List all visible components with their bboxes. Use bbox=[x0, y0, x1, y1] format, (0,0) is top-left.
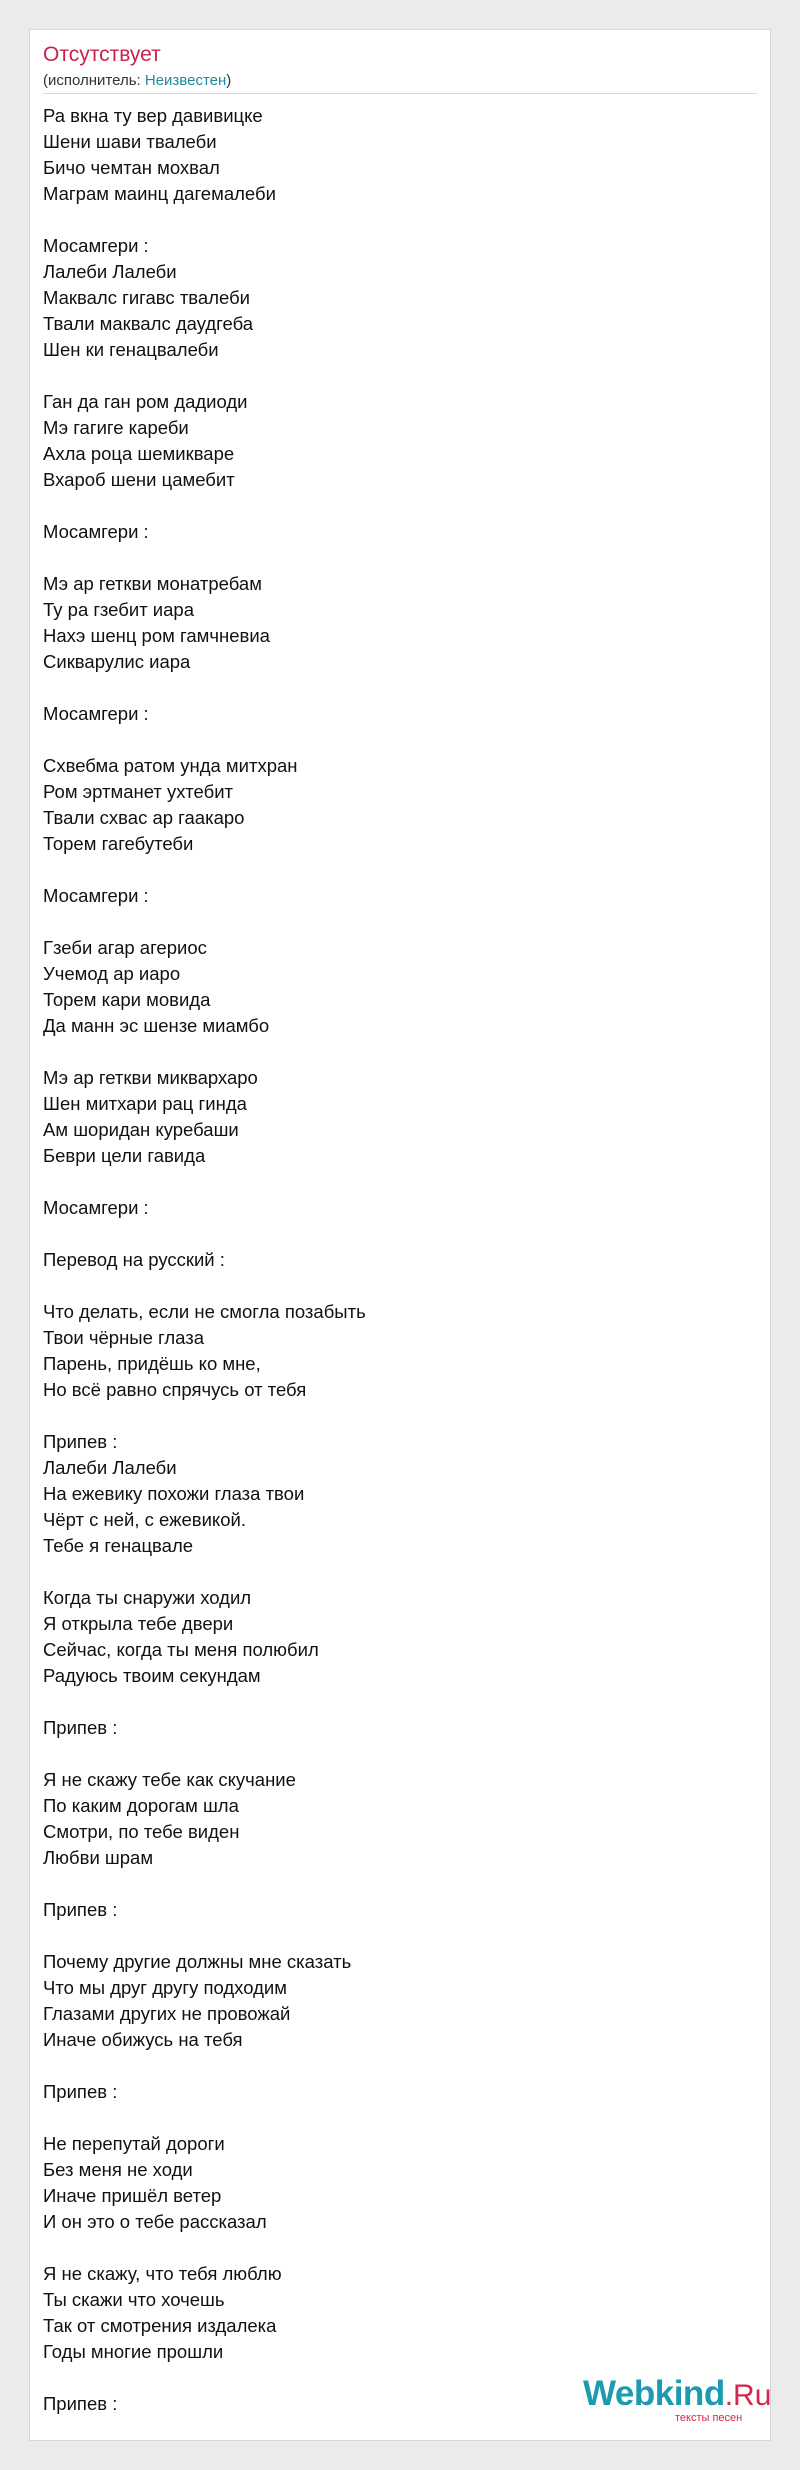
lyrics-line: Нахэ шенц ром гамчневиа bbox=[43, 625, 270, 646]
lyrics-line: Торем гагебутеби bbox=[43, 833, 194, 854]
lyrics-line: Вхароб шени цамебит bbox=[43, 469, 235, 490]
lyrics-line: Иначе обижусь на тебя bbox=[43, 2029, 243, 2050]
lyrics-line: Да манн эс шензе миамбо bbox=[43, 1015, 270, 1036]
lyrics-line: Схвебма ратом унда митхран bbox=[43, 755, 298, 776]
lyrics-line: Бичо чемтан мохвал bbox=[43, 157, 220, 178]
artist-prefix: (исполнитель: bbox=[43, 72, 145, 89]
lyrics-line: Шен митхари рац гинда bbox=[43, 1093, 247, 1114]
lyrics-line: Сейчас, когда ты меня полюбил bbox=[43, 1639, 319, 1660]
artist-link[interactable]: Неизвестен bbox=[144, 72, 227, 89]
site-logo[interactable] bbox=[583, 2376, 773, 2424]
lyrics-line: Что делать, если не смогла позабыть bbox=[43, 1301, 366, 1322]
lyrics-line: Ахла роца шемикваре bbox=[43, 443, 235, 464]
lyrics-line: Беври цели гавида bbox=[43, 1145, 206, 1166]
logo-name: Webkind bbox=[583, 2374, 725, 2413]
lyrics-line: Но всё равно спрячусь от тебя bbox=[43, 1379, 307, 1400]
lyrics-card bbox=[29, 29, 771, 2441]
lyrics-line: Любви шрам bbox=[43, 1847, 154, 1868]
lyrics-line: Припев : bbox=[43, 2393, 118, 2414]
lyrics-line: Ра вкна ту вер давивицке bbox=[43, 105, 263, 126]
lyrics-line: Учемод ар иаро bbox=[43, 963, 181, 984]
lyrics-line: Мосамгери : bbox=[43, 1197, 149, 1218]
lyrics-line: Мосамгери : bbox=[43, 885, 149, 906]
logo-tld: .Ru bbox=[724, 2379, 772, 2412]
logo-tagline: тексты песен bbox=[675, 2412, 743, 2424]
lyrics-line: Перевод на русский : bbox=[43, 1249, 225, 1270]
header-divider bbox=[43, 93, 757, 94]
lyrics-line: Припев : bbox=[43, 2081, 118, 2102]
lyrics-line: Смотри, по тебе виден bbox=[43, 1821, 240, 1842]
lyrics-line: Шен ки генацвалеби bbox=[43, 339, 219, 360]
lyrics-line: Почему другие должны мне сказать bbox=[43, 1951, 352, 1972]
lyrics-line: Иначе пришёл ветер bbox=[43, 2185, 222, 2206]
lyrics-line: Я открыла тебе двери bbox=[43, 1613, 234, 1634]
lyrics-line: Я не скажу, что тебя люблю bbox=[43, 2263, 282, 2284]
lyrics-line: По каким дорогам шла bbox=[43, 1795, 239, 1816]
lyrics-line: Чёрт с ней, с ежевикой. bbox=[43, 1509, 246, 1530]
lyrics-line: Припев : bbox=[43, 1899, 118, 1920]
lyrics-line: Сикварулис иара bbox=[43, 651, 191, 672]
lyrics-line: Припев : bbox=[43, 1717, 118, 1738]
lyrics-line: Ром эртманет ухтебит bbox=[43, 781, 234, 802]
lyrics-line: Твои чёрные глаза bbox=[43, 1327, 205, 1348]
lyrics-line: Мэ гагиге кареби bbox=[43, 417, 189, 438]
lyrics-line: Не перепутай дороги bbox=[43, 2133, 225, 2154]
lyrics-line: И он это о тебе рассказал bbox=[43, 2211, 267, 2232]
lyrics-line: Что мы друг другу подходим bbox=[43, 1977, 287, 1998]
lyrics-line: Ам шоридан куребаши bbox=[43, 1119, 239, 1140]
artist-line bbox=[43, 72, 231, 90]
lyrics-line: Радуюсь твоим секундам bbox=[43, 1665, 261, 1686]
lyrics-line: Гзеби агар агериос bbox=[43, 937, 207, 958]
lyrics-line: Маквалс гигавс твалеби bbox=[43, 287, 251, 308]
lyrics-line: Глазами других не провожай bbox=[43, 2003, 291, 2024]
lyrics-line: Ты скажи что хочешь bbox=[43, 2289, 225, 2310]
artist-suffix: ) bbox=[226, 72, 232, 89]
lyrics-line: Без меня не ходи bbox=[43, 2159, 193, 2180]
lyrics-line: Годы многие прошли bbox=[43, 2341, 224, 2362]
lyrics-line: Лалеби Лалеби bbox=[43, 1457, 177, 1478]
logo-wordmark bbox=[583, 2376, 771, 2414]
lyrics-line: Мосамгери : bbox=[43, 703, 149, 724]
lyrics-line: Когда ты снаружи ходил bbox=[43, 1587, 252, 1608]
lyrics-line: Мэ ар геткви монатребам bbox=[43, 573, 262, 594]
lyrics-line: Парень, придёшь ко мне, bbox=[43, 1353, 261, 1374]
lyrics-line: Торем кари мовида bbox=[43, 989, 211, 1010]
lyrics-line: Мэ ар геткви миквархаро bbox=[43, 1067, 258, 1088]
lyrics-line: Маграм маинц дагемалеби bbox=[43, 183, 276, 204]
song-title: Отсутствует bbox=[43, 43, 161, 66]
lyrics-line: Шени шави твалеби bbox=[43, 131, 217, 152]
lyrics-line: Твали схвас ар гаакаро bbox=[43, 807, 245, 828]
lyrics-line: На ежевику похожи глаза твои bbox=[43, 1483, 305, 1504]
lyrics-line: Лалеби Лалеби bbox=[43, 261, 177, 282]
lyrics-line: Твали маквалс даудгеба bbox=[43, 313, 254, 334]
lyrics-line: Припев : bbox=[43, 1431, 118, 1452]
lyrics-line: Тебе я генацвале bbox=[43, 1535, 194, 1556]
lyrics-line: Ган да ган ром дадиоди bbox=[43, 391, 248, 412]
lyrics-text bbox=[43, 103, 743, 2417]
lyrics-line: Мосамгери : bbox=[43, 235, 149, 256]
lyrics-line: Ту ра гзебит иара bbox=[43, 599, 195, 620]
lyrics-line: Так от смотрения издалека bbox=[43, 2315, 277, 2336]
lyrics-line: Мосамгери : bbox=[43, 521, 149, 542]
lyrics-line: Я не скажу тебе как скучание bbox=[43, 1769, 296, 1790]
